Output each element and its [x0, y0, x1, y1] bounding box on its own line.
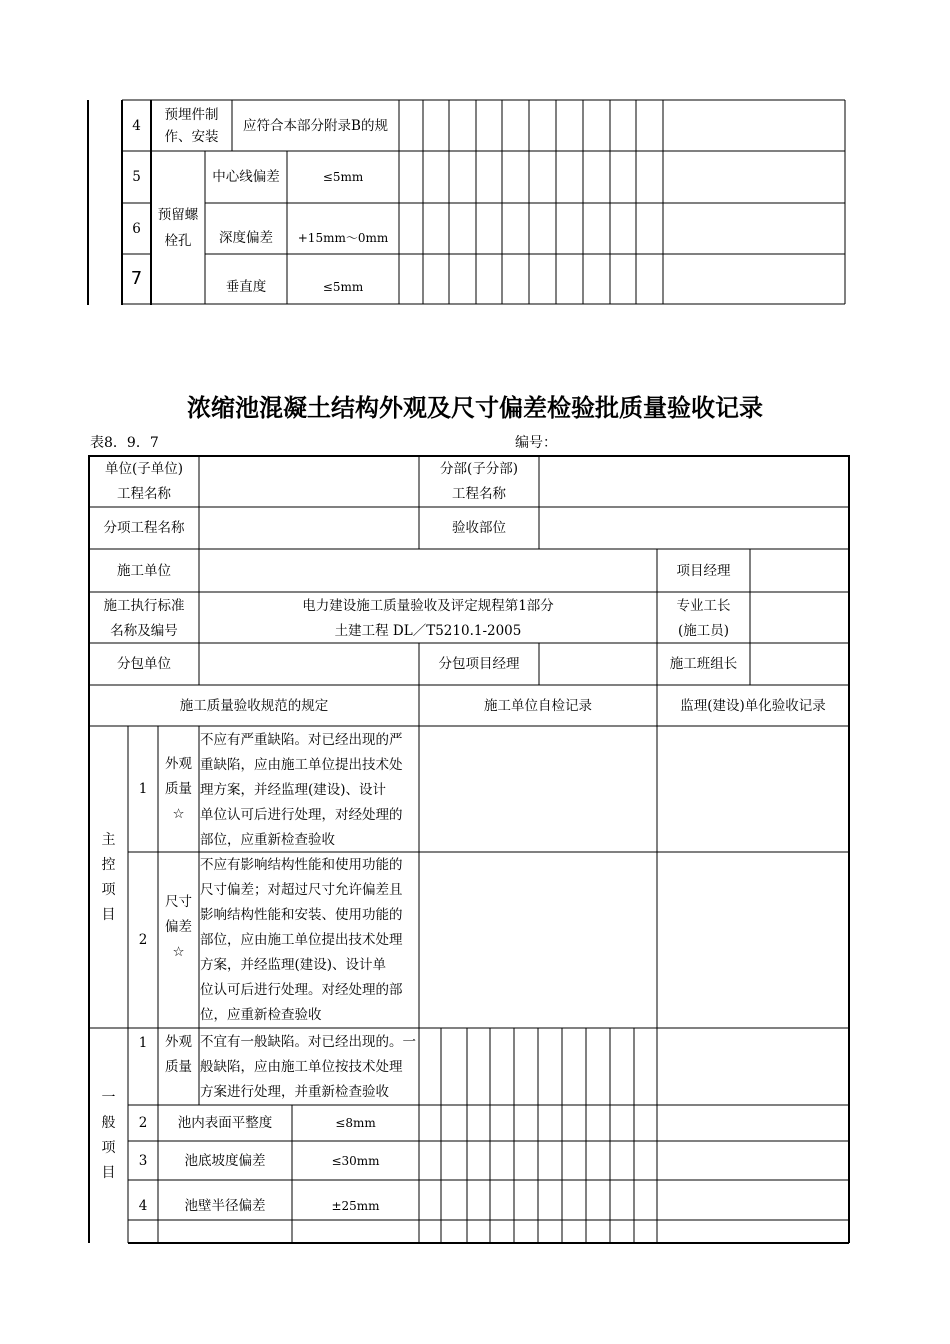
- general-item-no: 4: [138, 1198, 148, 1214]
- serial-label: 编号：: [515, 435, 557, 451]
- foreman-label-line1: 专业工长: [676, 597, 731, 614]
- subcontractor-label: 分包单位: [117, 656, 171, 672]
- general-item-name: 池内表面平整度: [177, 1115, 273, 1131]
- top-row-no: 7: [130, 268, 143, 289]
- main-item-no: 1: [138, 781, 148, 797]
- spec-column-header: 施工质量验收规范的规定: [179, 697, 329, 714]
- general-item-text: 不宜有一般缺陷。对已经出现的。一 般缺陷，应由施工单位按技术处理 方案进行处理，并重新检查验收: [200, 1034, 416, 1100]
- top-row-no: 4: [132, 117, 141, 134]
- top-row-subitem: 垂直度: [225, 279, 267, 295]
- top-group-label: 预留螺栓孔: [157, 206, 199, 249]
- main-item-name: 外观 质量 ☆: [165, 756, 192, 822]
- top-row-no: 5: [132, 169, 141, 185]
- top-row-subitem: 中心线偏差: [212, 169, 280, 185]
- general-item-no: 2: [138, 1115, 148, 1131]
- top-row-requirement: 应符合本部分附录B的规: [243, 117, 388, 134]
- general-item-tolerance: ±25mm: [331, 1199, 380, 1213]
- top-row-tolerance: ≤5mm: [322, 280, 364, 294]
- top-row-tolerance: ≤5mm: [322, 170, 364, 184]
- supervision-column-header: 监理(建设)单化验收记录: [680, 697, 826, 714]
- acceptance-part-label: 验收部位: [452, 520, 506, 536]
- general-item-tolerance: ≤8mm: [335, 1116, 376, 1130]
- foreman-label-line2: (施工员): [677, 622, 730, 639]
- division-label-line1: 分部(子分部): [439, 460, 519, 477]
- general-item-no: 3: [138, 1152, 148, 1169]
- page-title: 浓缩池混凝土结构外观及尺寸偏差检验批质量验收记录: [187, 394, 763, 422]
- construction-unit-label: 施工单位: [117, 562, 171, 579]
- main-item-name: 尺寸 偏差 ☆: [165, 894, 192, 960]
- general-item-no: 1: [138, 1034, 148, 1051]
- general-label: 一 般 项 目: [101, 1090, 116, 1181]
- standard-value-line1: 电力建设施工质量验收及评定规程第1部分: [302, 597, 554, 614]
- division-label-line2: 工程名称: [452, 485, 506, 502]
- general-item-name: 外观 质量: [165, 1034, 192, 1075]
- subitem-project-label: 分项工程名称: [103, 520, 185, 536]
- top-row-item: 预埋件制作、安装: [164, 106, 219, 145]
- table-number: 表8．9．7: [90, 435, 159, 451]
- self-check-column-header: 施工单位自检记录: [484, 697, 592, 714]
- standard-label-line2: 名称及编号: [110, 622, 178, 639]
- unit-label-line1: 单位(子单位): [104, 460, 184, 477]
- top-row-tolerance: +15mm～0mm: [297, 231, 389, 245]
- main-control-label: 主 控 项 目: [101, 832, 116, 923]
- general-item-name: 池壁半径偏差: [184, 1198, 266, 1214]
- project-manager-label: 项目经理: [676, 562, 731, 579]
- sub-pm-label: 分包项目经理: [438, 656, 520, 672]
- top-row-no: 6: [132, 220, 141, 237]
- main-item-no: 2: [138, 932, 148, 948]
- team-leader-label: 施工班组长: [669, 656, 738, 672]
- general-item-tolerance: ≤30mm: [331, 1153, 380, 1168]
- main-item-text: 不应有严重缺陷。对已经出现的严 重缺陷，应由施工单位提出技术处 理方案，并经监理(建设)、设计 单位认可后进行处理，对经处理的 部位，应重新检查验收: [200, 732, 403, 848]
- general-item-name: 池底坡度偏差: [184, 1152, 266, 1169]
- standard-value-line2: 土建工程 DL／T5210.1-2005: [334, 622, 522, 639]
- unit-label-line2: 工程名称: [117, 485, 171, 502]
- main-item-text: 不应有影响结构性能和使用功能的 尺寸偏差；对超过尺寸允许偏差且 影响结构性能和安装、使用功能的 部位，应由施工单位提出技术处理 方案，并经监理(建设)、设计单 位认可后进行处理。对经处理的部 位，应重新检查验收: [200, 857, 403, 1023]
- top-row-subitem: 深度偏差: [219, 230, 273, 246]
- standard-label-line1: 施工执行标准: [103, 597, 185, 614]
